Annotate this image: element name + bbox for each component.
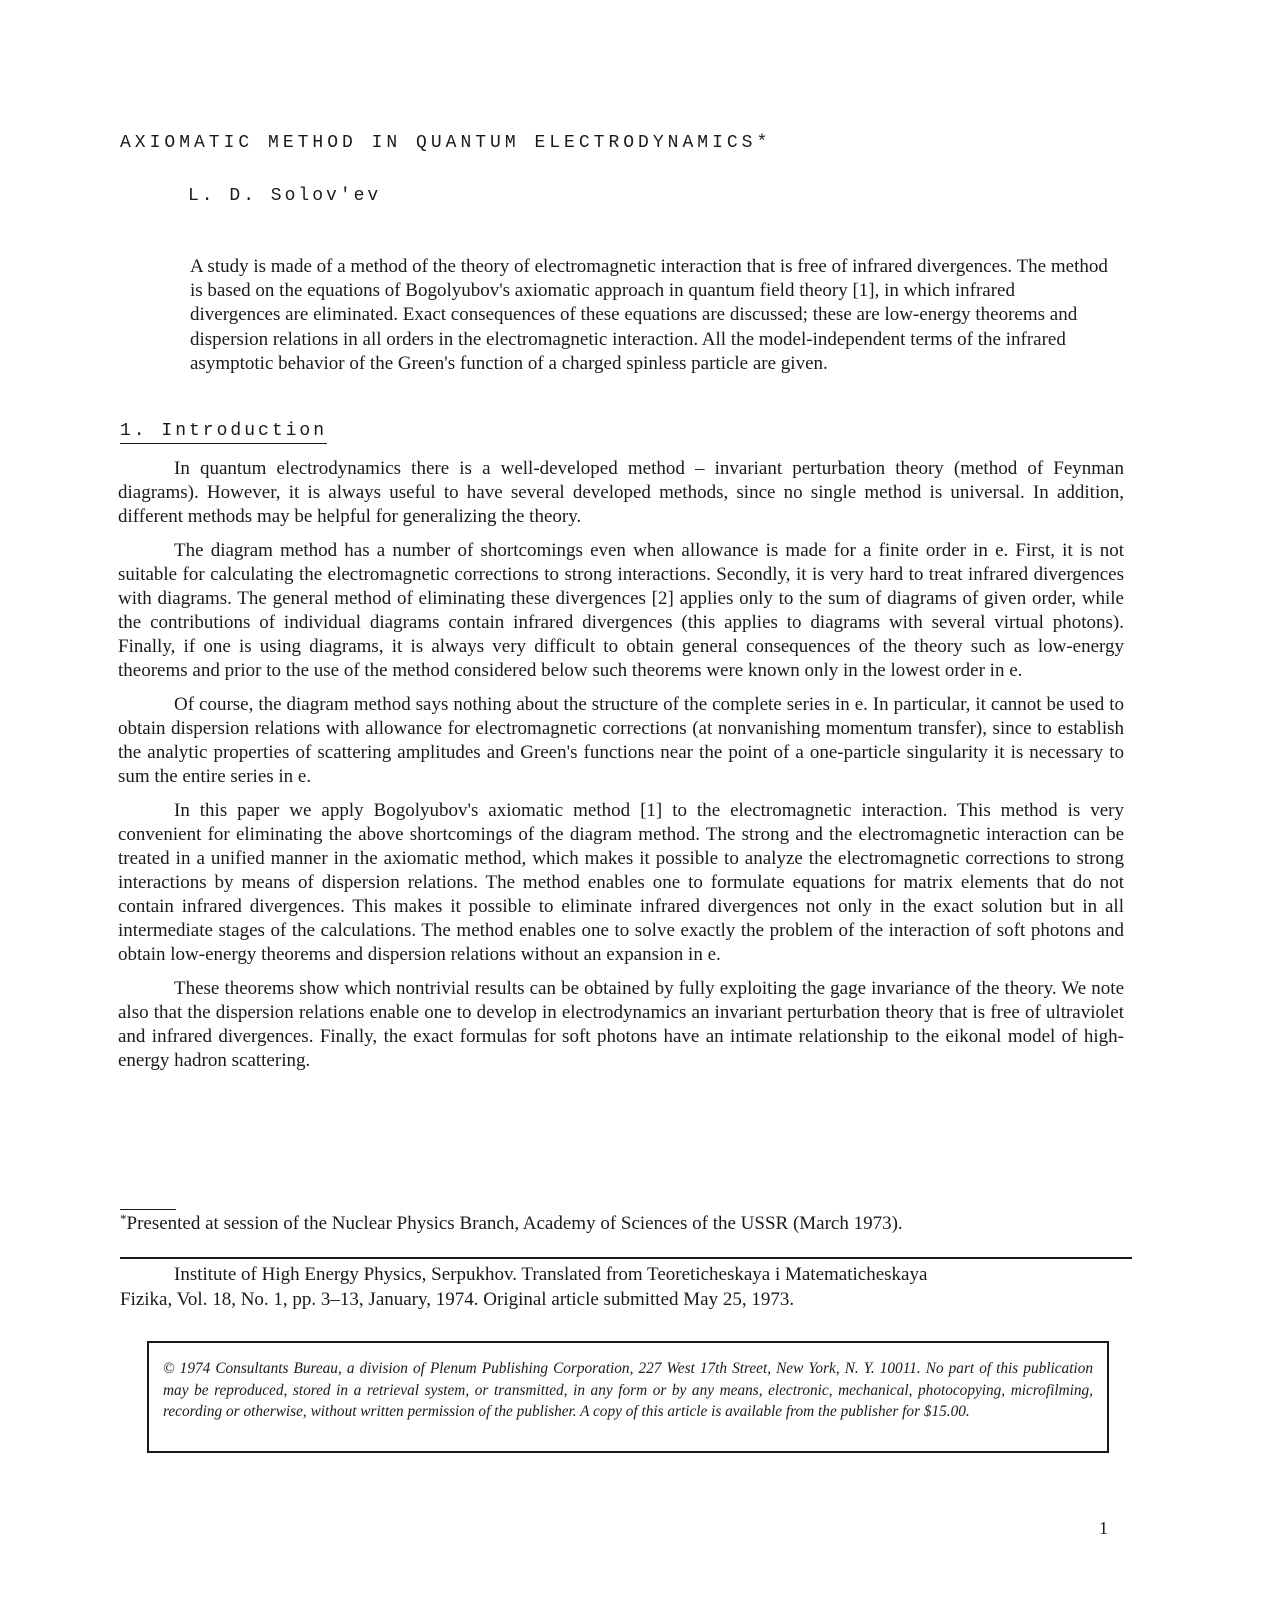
footnote-divider (120, 1209, 176, 1210)
page-number: 1 (1099, 1518, 1108, 1538)
section-heading-introduction: 1. Introduction (120, 421, 327, 444)
paragraph: Of course, the diagram method says nothing about the structure of the complete series in e. In particular, it cannot be used to obtain dispersion relations with allowance for electromagnetic corrections (at nonvanishing momentum transfer), since to establish the analytic properties of scattering amplitudes and Green's functions near the point of a one-particle singularity it is necessary to sum the entire series in e. (118, 694, 1124, 787)
abstract-text: A study is made of a method of the theory of electromagnetic interaction that is free of infrared divergences. The method is based on the equations of Bogolyubov's axiomatic approach in quantum field theory [1], in which infrared divergences are eliminated. Exact consequences of these equations are discussed; these are low-energy theorems and dispersion relations in all orders in the electromagnetic interaction. All the model-independent terms of the infrared asymptotic behavior of the Green's function of a charged spinless particle are given. (190, 256, 1108, 374)
footnote-text: Presented at session of the Nuclear Physics Branch, Academy of Sciences of the USSR (March 1973). (126, 1213, 903, 1234)
affiliation-note (120, 1262, 1130, 1312)
paper-title: AXIOMATIC METHOD IN QUANTUM ELECTRODYNAMICS* (120, 133, 772, 153)
paragraph: In quantum electrodynamics there is a well-developed method – invariant perturbation theory (method of Feynman diagrams). However, it is always useful to have several developed methods, since no single method is universal. In addition, different methods may be helpful for generalizing the theory. (118, 458, 1124, 527)
affiliation-divider (120, 1257, 1132, 1259)
introduction-body (118, 457, 1124, 1083)
paragraph: These theorems show which nontrivial results can be obtained by fully exploiting the gage invariance of the theory. We note also that the dispersion relations enable one to develop in electrodynamics an invariant perturbation theory that is free of ultraviolet and infrared divergences. Finally, the exact formulas for soft photons have an intimate relationship to the eikonal model of high-energy hadron scattering. (118, 978, 1124, 1071)
paragraph: The diagram method has a number of shortcomings even when allowance is made for a finite order in e. First, it is not suitable for calculating the electromagnetic corrections to strong interactions. Secondly, it is very hard to treat infrared divergences with diagrams. The general method of eliminating these divergences [2] applies only to the sum of diagrams of given order, while the contributions of individual diagrams contain infrared divergences (this applies to diagrams with several virtual photons). Finally, if one is using diagrams, it is always very difficult to obtain general consequences of the theory such as low-energy theorems and prior to the use of the method considered below such theorems were known only in the lowest order in e. (118, 540, 1124, 681)
paragraph: In this paper we apply Bogolyubov's axiomatic method [1] to the electromagnetic interaction. This method is very convenient for eliminating the above shortcomings of the diagram method. The strong and the electromagnetic interaction can be treated in a unified manner in the axiomatic method, which makes it possible to analyze the electromagnetic corrections to strong interactions by means of dispersion relations. The method enables one to formulate equations for matrix elements that do not contain infrared divergences. This makes it possible to eliminate infrared divergences not only in the exact solution but in all intermediate stages of the calculations. The method enables one to solve exactly the problem of the interaction of soft photons and obtain low-energy theorems and dispersion relations without an expansion in e. (118, 800, 1124, 965)
copyright-notice (147, 1341, 1109, 1453)
affiliation-line-1: Institute of High Energy Physics, Serpukhov. Translated from Teoreticheskaya i Matematicheskaya (174, 1264, 928, 1285)
abstract (190, 255, 1110, 376)
affiliation-line-2: Fizika, Vol. 18, No. 1, pp. 3–13, January, 1974. Original article submitted May 25, 1973. (120, 1289, 795, 1310)
footnote (120, 1211, 903, 1235)
author-name: L. D. Solov'ev (188, 186, 382, 206)
copyright-text: © 1974 Consultants Bureau, a division of Plenum Publishing Corporation, 227 West 17th Street, New York, N. Y. 10011. No part of this publication may be reproduced, stored in a retrieval system, or transmitted, in any form or by any means, electronic, mechanical, photocopying, microfilming, recording or otherwise, without written permission of the publisher. A copy of this article is available from the publisher for $15.00. (163, 1360, 1093, 1420)
footnote-marker: * (120, 1211, 127, 1226)
